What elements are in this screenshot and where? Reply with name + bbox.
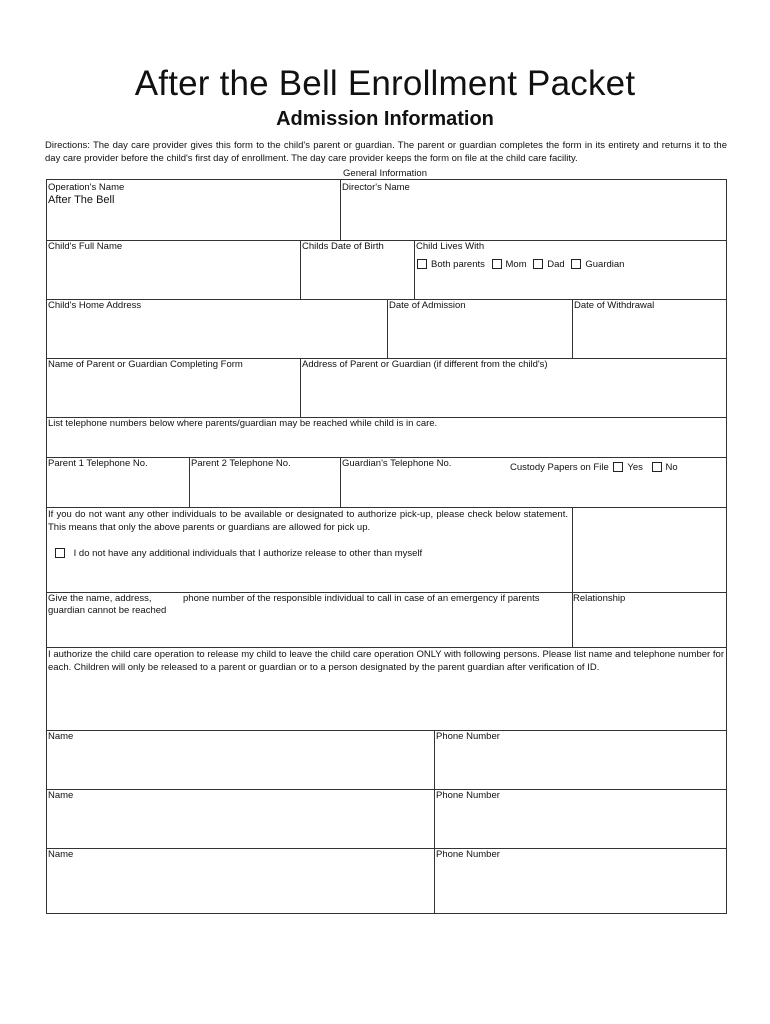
dad-checkbox[interactable]: [533, 259, 543, 269]
admission-date-label: Date of Admission: [389, 300, 466, 311]
custody-yes-label: Yes: [627, 462, 643, 473]
name-label-1: Name: [48, 731, 74, 742]
admission-form: [46, 179, 727, 914]
section-label: General Information: [343, 168, 427, 179]
operation-name-label: Operation's Name: [48, 182, 125, 193]
phone-list-label: List telephone numbers below where parents/guardian may be reached while child is in care.: [48, 418, 438, 429]
pickup-statement: If you do not want any other individuals to be available or designated to authorize pick-up, please check below statement. This means that only the above parents or guardians are allowed for pick up.: [48, 509, 568, 533]
both-parents-label: Both parents: [431, 259, 485, 270]
document-subtitle: Admission Information: [276, 108, 494, 130]
child-dob-label: Childs Date of Birth: [302, 241, 384, 252]
parent-address-label: Address of Parent or Guardian (if different from the child's): [302, 359, 548, 370]
no-additional-label: I do not have any additional individuals that I authorize release to other than myself: [73, 548, 423, 559]
lives-with-options: [417, 259, 624, 271]
phone-number-label-2: Phone Number: [436, 790, 500, 801]
custody-yes-checkbox[interactable]: [613, 462, 623, 472]
custody-no-checkbox[interactable]: [652, 462, 662, 472]
parent-name-label: Name of Parent or Guardian Completing Form: [48, 359, 243, 370]
phone-number-label-1: Phone Number: [436, 731, 500, 742]
no-additional-option: [55, 548, 422, 560]
guardian-checkbox[interactable]: [571, 259, 581, 269]
custody-papers: [510, 462, 678, 474]
directions-text: Directions: The day care provider gives this form to the child's parent or guardian. The parent or guardian completes the form in its entirety and returns it to the day care provider before the child's first day of enrollment. The day care provider keeps the form on file at the child care facility.: [45, 140, 727, 164]
director-name-label: Director's Name: [342, 182, 410, 193]
guardian-label: Guardian: [585, 259, 625, 270]
dad-label: Dad: [547, 259, 565, 270]
child-lives-with-label: Child Lives With: [416, 241, 485, 252]
mom-label: Mom: [505, 259, 527, 270]
no-additional-checkbox[interactable]: [55, 548, 65, 558]
document-title: After the Bell Enrollment Packet: [134, 64, 636, 103]
custody-no-label: No: [665, 462, 678, 473]
emergency-label-c: guardian cannot be reached: [48, 605, 167, 616]
parent2-phone-label: Parent 2 Telephone No.: [191, 458, 291, 469]
relationship-label: Relationship: [573, 593, 626, 604]
child-full-name-label: Child's Full Name: [48, 241, 123, 252]
emergency-label-a: Give the name, address,: [48, 593, 152, 604]
withdrawal-date-label: Date of Withdrawal: [574, 300, 655, 311]
name-label-2: Name: [48, 790, 74, 801]
custody-label: Custody Papers on File: [510, 462, 609, 473]
home-address-label: Child's Home Address: [48, 300, 142, 311]
operation-name-value[interactable]: After The Bell: [48, 194, 115, 206]
guardian-phone-label: Guardian's Telephone No.: [342, 458, 452, 469]
both-parents-checkbox[interactable]: [417, 259, 427, 269]
name-label-3: Name: [48, 849, 74, 860]
emergency-label-b: phone number of the responsible individual to call in case of an emergency if parents: [183, 593, 540, 604]
authorize-statement: I authorize the child care operation to release my child to leave the child care operation ONLY with following persons. Please list name and telephone number for each. Children will only be released to a parent or guardian or to a person designated by the parent guardian after verification of ID.: [48, 649, 724, 673]
phone-number-label-3: Phone Number: [436, 849, 500, 860]
mom-checkbox[interactable]: [492, 259, 502, 269]
parent1-phone-label: Parent 1 Telephone No.: [48, 458, 148, 469]
